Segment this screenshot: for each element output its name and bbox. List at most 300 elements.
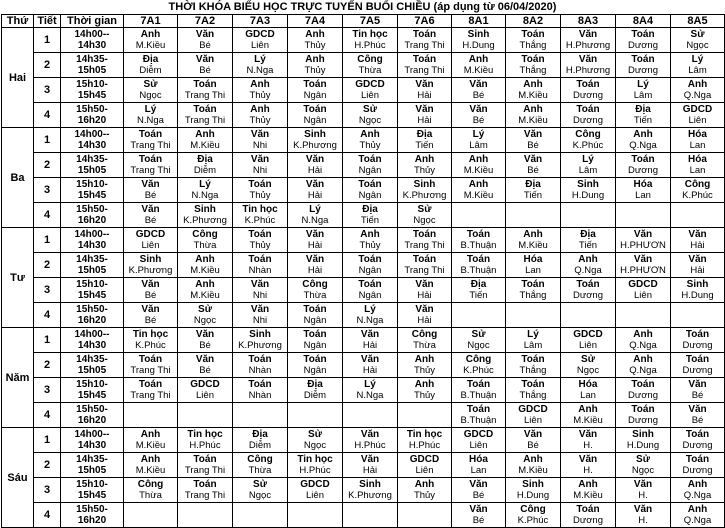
time-cell xyxy=(61,78,124,103)
lesson-cell xyxy=(343,378,398,403)
subject: Văn xyxy=(250,154,270,165)
teacher: Bé xyxy=(199,65,211,76)
time-cell xyxy=(61,303,124,328)
subject: Toán xyxy=(685,329,710,340)
teacher: M.Kiều xyxy=(190,265,220,276)
teacher: Ngân xyxy=(358,265,382,276)
subject: Sinh xyxy=(304,129,326,140)
subject: Toán xyxy=(412,29,437,40)
lesson-cell xyxy=(288,78,343,103)
teacher: K.Phương xyxy=(348,490,392,501)
lesson-cell xyxy=(288,303,343,328)
subject: Sinh xyxy=(413,179,436,190)
teacher: Thừa xyxy=(193,240,217,251)
subject: Văn xyxy=(195,329,215,340)
subject: Công xyxy=(575,129,601,140)
subject: Văn xyxy=(415,304,434,315)
teacher: Hải xyxy=(307,265,323,276)
teacher: Nhi xyxy=(252,290,268,301)
subject: Anh xyxy=(414,354,435,365)
teacher: Nhi xyxy=(252,315,268,326)
lesson-cell xyxy=(506,503,561,528)
lesson-cell xyxy=(452,478,506,503)
teacher: Nhi xyxy=(252,165,268,176)
lesson-cell xyxy=(506,328,561,353)
teacher: Diễm xyxy=(248,440,272,451)
lesson-cell xyxy=(178,178,233,203)
teacher: Lan xyxy=(689,165,706,176)
lesson-cell xyxy=(398,153,452,178)
lesson-cell xyxy=(398,378,452,403)
lesson-cell xyxy=(288,453,343,478)
subject: Anh xyxy=(523,104,543,115)
subject: GDCD xyxy=(518,404,548,415)
subject: Tin học xyxy=(187,429,223,440)
subject: Toán xyxy=(248,354,272,365)
lesson-cell xyxy=(452,503,506,528)
time-cell xyxy=(61,478,124,503)
lesson-cell xyxy=(288,28,343,53)
teacher: Bé xyxy=(472,490,485,501)
subject: GDCD xyxy=(463,429,494,440)
lesson-cell xyxy=(178,28,233,53)
time-end: 16h20 xyxy=(77,515,107,526)
subject: Anh xyxy=(195,279,215,290)
subject: Văn xyxy=(250,129,270,140)
subject: Anh xyxy=(414,479,435,490)
table-row xyxy=(2,228,725,253)
teacher: Ngọc xyxy=(467,340,490,351)
teacher: H.Phúc xyxy=(299,465,331,476)
time-start: 14h35- xyxy=(76,354,108,365)
teacher: H.PHƯƠN xyxy=(620,240,666,251)
subject: Lý xyxy=(637,79,649,90)
lesson-cell xyxy=(178,53,233,78)
teacher: Ngân xyxy=(303,115,327,126)
lesson-cell xyxy=(671,253,725,278)
teacher: Trang Thi xyxy=(184,115,226,126)
subject: Toán xyxy=(466,229,491,240)
teacher: N.Nga xyxy=(356,390,384,401)
lesson-cell xyxy=(506,453,561,478)
lesson-cell xyxy=(288,328,343,353)
teacher: Tiến xyxy=(578,240,598,251)
teacher: Bé xyxy=(472,90,485,101)
period-number: 3 xyxy=(34,78,61,103)
subject: Hóa xyxy=(578,379,598,390)
lesson-cell xyxy=(561,128,616,153)
time-end: 14h30 xyxy=(77,240,107,251)
subject: Công xyxy=(520,504,546,515)
subject: Văn xyxy=(688,254,707,265)
subject: Toán xyxy=(412,254,437,265)
teacher: Thắng xyxy=(519,365,547,376)
subject: Văn xyxy=(469,479,488,490)
time-end: 15h05 xyxy=(77,465,107,476)
teacher: Liên xyxy=(196,390,214,401)
lesson-cell xyxy=(343,503,398,528)
subject: Toán xyxy=(358,154,382,165)
lesson-cell xyxy=(561,303,616,328)
teacher: K.Phúc xyxy=(463,365,494,376)
teacher: H.Phúc xyxy=(354,440,386,451)
lesson-cell xyxy=(233,278,288,303)
lesson-cell xyxy=(343,303,398,328)
teacher: B.Thuận xyxy=(460,390,497,401)
teacher: N.Nga xyxy=(356,315,384,326)
teacher: K.Phương xyxy=(402,190,447,201)
time-end: 15h05 xyxy=(77,65,107,76)
lesson-cell xyxy=(288,353,343,378)
subject: Toán xyxy=(248,254,272,265)
subject: Toán xyxy=(576,104,600,115)
subject: Toán xyxy=(248,379,272,390)
teacher: Trang Thi xyxy=(130,390,171,401)
lesson-cell xyxy=(124,478,178,503)
lesson-cell xyxy=(452,253,506,278)
lesson-cell xyxy=(561,428,616,453)
teacher: Thủy xyxy=(413,165,436,176)
lesson-cell xyxy=(452,378,506,403)
subject: Toán xyxy=(138,154,163,165)
lesson-cell xyxy=(288,203,343,228)
lesson-cell xyxy=(506,303,561,328)
lesson-cell xyxy=(506,178,561,203)
lesson-cell xyxy=(288,128,343,153)
table-row xyxy=(2,128,725,153)
teacher: Liên xyxy=(415,465,434,476)
lesson-cell xyxy=(178,328,233,353)
teacher: Tiến xyxy=(415,140,434,151)
teacher: Lan xyxy=(580,390,596,401)
lesson-cell xyxy=(178,278,233,303)
lesson-cell xyxy=(506,228,561,253)
subject: Anh xyxy=(633,354,653,365)
lesson-cell xyxy=(616,328,671,353)
time-cell xyxy=(61,378,124,403)
teacher: Bé xyxy=(527,165,539,176)
subject: Văn xyxy=(360,454,380,465)
subject: Toán xyxy=(521,354,545,365)
subject: Lý xyxy=(364,304,376,315)
subject: Văn xyxy=(360,329,380,340)
teacher: Trang Thi xyxy=(404,240,445,251)
lesson-cell xyxy=(178,378,233,403)
subject: Văn xyxy=(633,504,653,515)
lesson-cell xyxy=(233,328,288,353)
time-end: 16h20 xyxy=(77,115,107,126)
time-end: 15h05 xyxy=(77,365,107,376)
lesson-cell xyxy=(506,253,561,278)
teacher: Ngân xyxy=(303,365,327,376)
lesson-cell xyxy=(671,428,725,453)
lesson-cell xyxy=(233,303,288,328)
subject: Văn xyxy=(523,429,543,440)
teacher: Thủy xyxy=(359,240,381,251)
header-class: 8A5 xyxy=(671,15,725,28)
header-class: 7A1 xyxy=(124,15,178,28)
subject: Công xyxy=(302,279,328,290)
time-end: 14h30 xyxy=(77,340,107,351)
lesson-cell xyxy=(506,78,561,103)
subject: Địa xyxy=(470,279,487,290)
teacher: Bé xyxy=(691,390,704,401)
subject: Toán xyxy=(303,104,327,115)
subject: Hóa xyxy=(469,454,488,465)
lesson-cell xyxy=(398,353,452,378)
lesson-cell xyxy=(452,78,506,103)
subject: Lý xyxy=(472,129,485,140)
subject: Anh xyxy=(633,129,653,140)
lesson-cell xyxy=(452,28,506,53)
lesson-cell xyxy=(616,228,671,253)
teacher: M.Kiều xyxy=(573,415,603,426)
day-label: Năm xyxy=(2,328,34,428)
subject: Toán xyxy=(631,154,655,165)
subject: Anh xyxy=(578,404,598,415)
lesson-cell xyxy=(288,253,343,278)
lesson-cell xyxy=(616,153,671,178)
lesson-cell xyxy=(233,78,288,103)
subject: Toán xyxy=(193,454,217,465)
lesson-cell xyxy=(671,303,725,328)
teacher: Hải xyxy=(417,290,432,301)
time-end: 14h30 xyxy=(77,140,107,151)
teacher: Trang Thi xyxy=(404,265,445,276)
timetable xyxy=(1,14,725,528)
lesson-cell xyxy=(671,28,725,53)
teacher: Thủy xyxy=(304,40,326,51)
lesson-cell xyxy=(288,428,343,453)
subject: GDCD xyxy=(135,229,166,240)
teacher: Trang Thi xyxy=(404,65,445,76)
subject: Văn xyxy=(305,254,325,265)
subject: Toán xyxy=(466,254,491,265)
teacher: Thừa xyxy=(413,340,436,351)
lesson-cell xyxy=(452,128,506,153)
period-number: 2 xyxy=(34,353,61,378)
lesson-cell xyxy=(124,78,178,103)
header-class: 8A4 xyxy=(616,15,671,28)
teacher: Ngọc xyxy=(248,490,272,501)
teacher: Q.Nga xyxy=(683,90,712,101)
subject: Văn xyxy=(578,429,598,440)
lesson-cell xyxy=(343,328,398,353)
subject: Toán xyxy=(358,179,382,190)
teacher: Bé xyxy=(144,290,157,301)
teacher: Liên xyxy=(634,290,652,301)
subject: Toán xyxy=(521,29,545,40)
subject: Văn xyxy=(250,304,270,315)
lesson-cell xyxy=(233,253,288,278)
teacher: H.Dung xyxy=(516,490,550,501)
teacher: Hải xyxy=(417,90,432,101)
subject: Lý xyxy=(309,204,321,215)
lesson-cell xyxy=(561,328,616,353)
subject: Lý xyxy=(364,379,376,390)
lesson-cell xyxy=(233,503,288,528)
lesson-cell xyxy=(452,278,506,303)
subject: Văn xyxy=(578,454,598,465)
teacher: Thủy xyxy=(249,90,271,101)
lesson-cell xyxy=(561,178,616,203)
lesson-cell xyxy=(506,103,561,128)
teacher: Q.Nga xyxy=(629,340,657,351)
teacher: Ngọc xyxy=(631,465,655,476)
lesson-cell xyxy=(398,128,452,153)
lesson-cell xyxy=(671,453,725,478)
lesson-cell xyxy=(616,28,671,53)
teacher: Trang Thi xyxy=(184,490,226,501)
subject: Địa xyxy=(142,54,159,65)
teacher: Trang Thi xyxy=(184,90,226,101)
teacher: Thủy xyxy=(413,390,436,401)
lesson-cell xyxy=(288,228,343,253)
subject: Sinh xyxy=(194,204,216,215)
lesson-cell xyxy=(233,228,288,253)
lesson-cell xyxy=(506,203,561,228)
lesson-cell xyxy=(398,503,452,528)
lesson-cell xyxy=(288,103,343,128)
teacher: Ngân xyxy=(358,165,382,176)
time-cell xyxy=(61,353,124,378)
teacher: Q.Nga xyxy=(683,515,712,526)
lesson-cell xyxy=(506,153,561,178)
teacher: Dương xyxy=(627,40,659,51)
teacher: K.Phương xyxy=(293,140,337,151)
period-number: 2 xyxy=(34,253,61,278)
header-time: Thời gian xyxy=(61,15,124,28)
header-day: Thứ xyxy=(2,15,34,28)
time-cell xyxy=(61,278,124,303)
teacher: Lâm xyxy=(578,165,598,176)
lesson-cell xyxy=(124,328,178,353)
subject: Sử xyxy=(143,79,158,90)
lesson-cell xyxy=(398,28,452,53)
subject: Anh xyxy=(687,79,708,90)
lesson-cell xyxy=(561,153,616,178)
table-row xyxy=(2,203,725,228)
subject: Anh xyxy=(468,179,489,190)
header-period: Tiết xyxy=(34,15,61,28)
subject: Văn xyxy=(360,429,380,440)
teacher: Thắng xyxy=(519,290,547,301)
lesson-cell xyxy=(506,128,561,153)
time-cell xyxy=(61,453,124,478)
teacher: Bé xyxy=(527,140,539,151)
lesson-cell xyxy=(343,453,398,478)
time-end: 14h30 xyxy=(77,440,107,451)
lesson-cell xyxy=(398,428,452,453)
teacher: Dương xyxy=(572,515,604,526)
lesson-cell xyxy=(233,128,288,153)
teacher: Bé xyxy=(199,365,211,376)
table-row xyxy=(2,403,725,428)
teacher: Dương xyxy=(572,290,604,301)
table-row xyxy=(2,278,725,303)
teacher: Dương xyxy=(682,465,713,476)
subject: Địa xyxy=(635,104,651,115)
lesson-cell xyxy=(343,478,398,503)
teacher: Bé xyxy=(144,190,157,201)
teacher: B.Thuận xyxy=(460,265,497,276)
teacher: Lâm xyxy=(469,140,488,151)
subject: Sử xyxy=(198,304,212,315)
lesson-cell xyxy=(671,153,725,178)
lesson-cell xyxy=(233,403,288,428)
teacher: Tiến xyxy=(633,115,653,126)
table-row xyxy=(2,178,725,203)
subject: Văn xyxy=(469,104,488,115)
lesson-cell xyxy=(398,228,452,253)
teacher: Hải xyxy=(417,115,432,126)
subject: Anh xyxy=(250,79,270,90)
time-start: 14h00-- xyxy=(74,29,110,40)
lesson-cell xyxy=(452,53,506,78)
teacher: B.Thuận xyxy=(460,240,497,251)
lesson-cell xyxy=(343,203,398,228)
teacher: Lâm xyxy=(688,65,707,76)
subject: Anh xyxy=(687,504,708,515)
subject: Toán xyxy=(358,254,382,265)
lesson-cell xyxy=(452,403,506,428)
subject: Văn xyxy=(688,379,707,390)
time-end: 15h45 xyxy=(77,190,107,201)
lesson-cell xyxy=(288,53,343,78)
table-row xyxy=(2,428,725,453)
lesson-cell xyxy=(561,278,616,303)
lesson-cell xyxy=(178,78,233,103)
lesson-cell xyxy=(616,78,671,103)
teacher: Ngọc xyxy=(139,90,162,101)
period-number: 1 xyxy=(34,428,61,453)
time-cell xyxy=(61,28,124,53)
teacher: Bé xyxy=(144,215,157,226)
subject: Anh xyxy=(578,479,598,490)
lesson-cell xyxy=(506,53,561,78)
teacher: Dương xyxy=(627,390,659,401)
subject: Anh xyxy=(360,129,380,140)
subject: Văn xyxy=(415,79,434,90)
subject: Địa xyxy=(252,429,268,440)
teacher: K.Phúc xyxy=(517,515,549,526)
lesson-cell xyxy=(233,203,288,228)
teacher: Lâm xyxy=(633,90,653,101)
lesson-cell xyxy=(452,228,506,253)
lesson-cell xyxy=(178,478,233,503)
period-number: 4 xyxy=(34,303,61,328)
table-row xyxy=(2,253,725,278)
lesson-cell xyxy=(233,453,288,478)
lesson-cell xyxy=(178,503,233,528)
lesson-cell xyxy=(124,303,178,328)
subject: Sử xyxy=(417,204,432,215)
teacher: Nhàn xyxy=(248,265,272,276)
teacher: Ngân xyxy=(303,90,327,101)
lesson-cell xyxy=(124,428,178,453)
lesson-cell xyxy=(561,203,616,228)
period-number: 1 xyxy=(34,228,61,253)
subject: Sinh xyxy=(249,329,271,340)
lesson-cell xyxy=(288,378,343,403)
subject: Toán xyxy=(303,354,327,365)
teacher: N.Nga xyxy=(301,215,329,226)
time-start: 15h10- xyxy=(76,479,108,490)
lesson-cell xyxy=(233,153,288,178)
subject: Văn xyxy=(469,504,488,515)
lesson-cell xyxy=(616,478,671,503)
table-row xyxy=(2,378,725,403)
